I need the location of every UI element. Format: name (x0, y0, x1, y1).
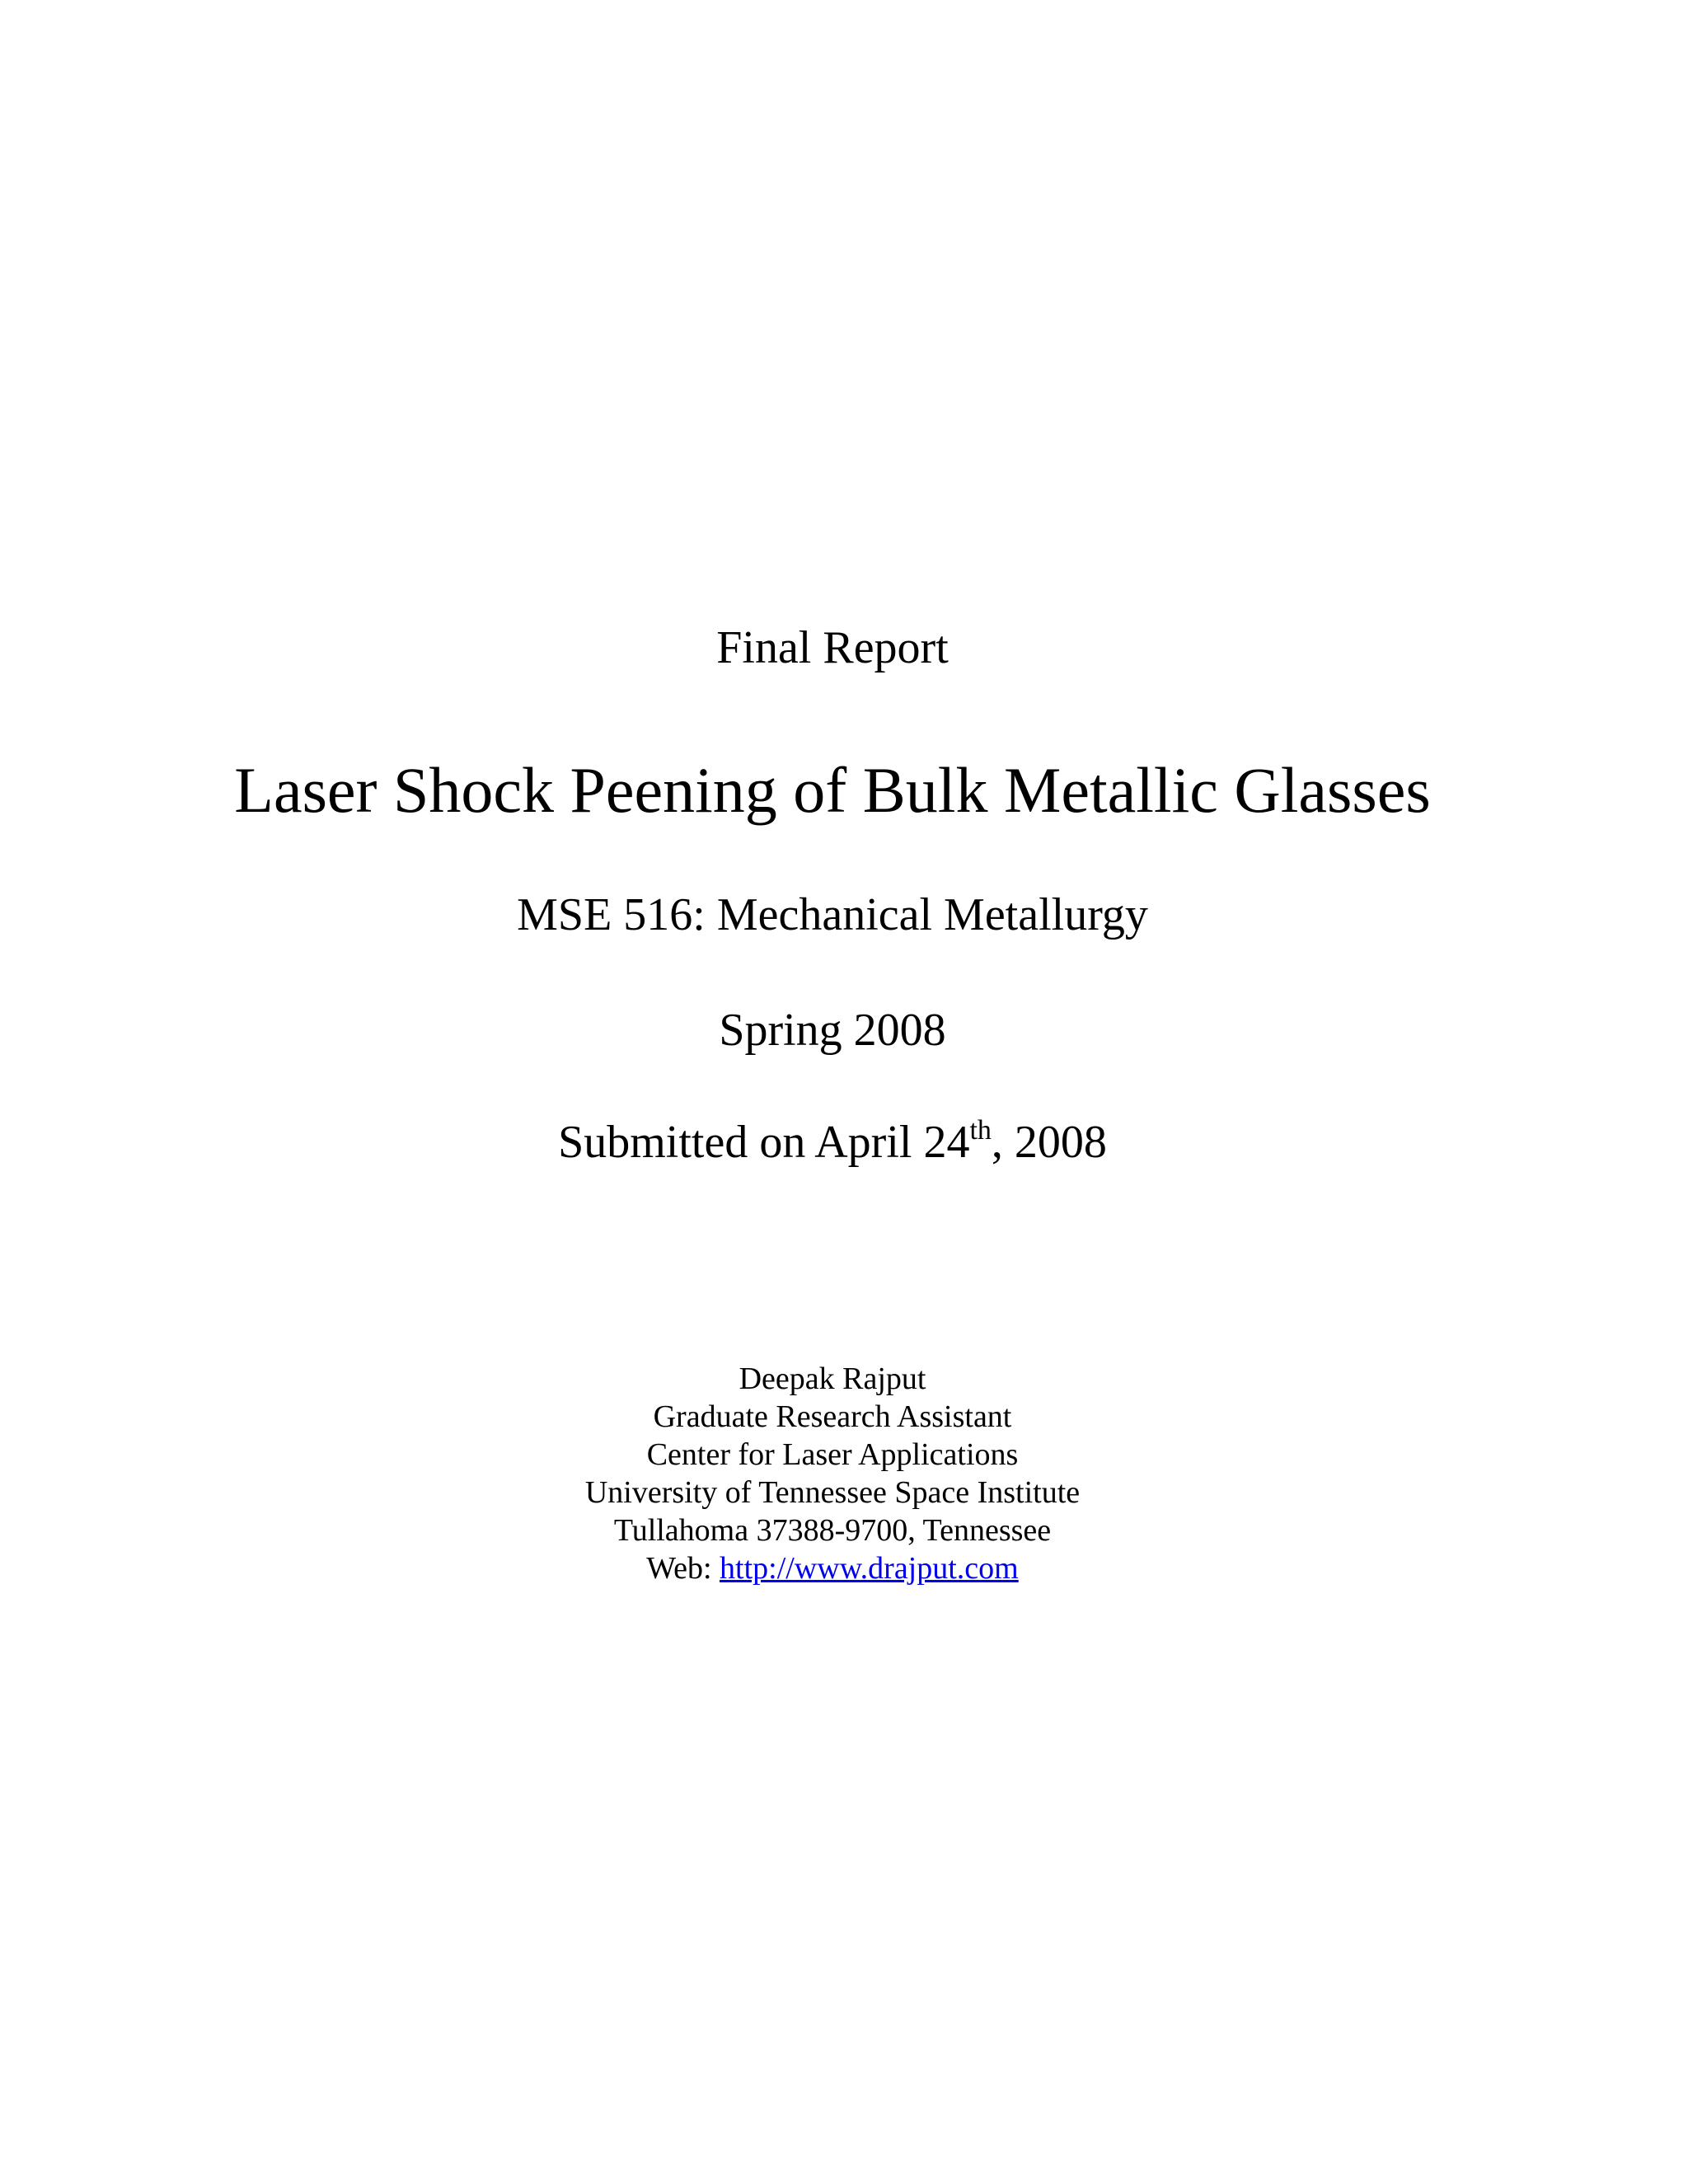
author-university: University of Tennessee Space Institute (584, 1475, 1081, 1510)
author-center: Center for Laser Applications (646, 1437, 1019, 1472)
report-label: Final Report (716, 622, 949, 673)
author-block (0, 1360, 1665, 1587)
author-name: Deepak Rajput (738, 1361, 926, 1396)
author-address: Tullahoma 37388-9700, Tennessee (613, 1513, 1052, 1548)
submission-date-prefix: Submitted on April 24 (558, 1117, 970, 1168)
website-link[interactable]: http://www.drajput.com (720, 1551, 1019, 1586)
term: Spring 2008 (719, 1005, 946, 1056)
submission-date-year: , 2008 (991, 1117, 1107, 1168)
author-position: Graduate Research Assistant (653, 1399, 1012, 1434)
course-name: MSE 516: Mechanical Metallurgy (517, 889, 1148, 940)
submission-date (0, 1115, 1665, 1168)
web-label: Web: (646, 1551, 720, 1586)
submission-date-ordinal: th (969, 1115, 992, 1146)
report-title: Laser Shock Peening of Bulk Metallic Glasses (234, 754, 1431, 826)
author-web (0, 1549, 1665, 1587)
